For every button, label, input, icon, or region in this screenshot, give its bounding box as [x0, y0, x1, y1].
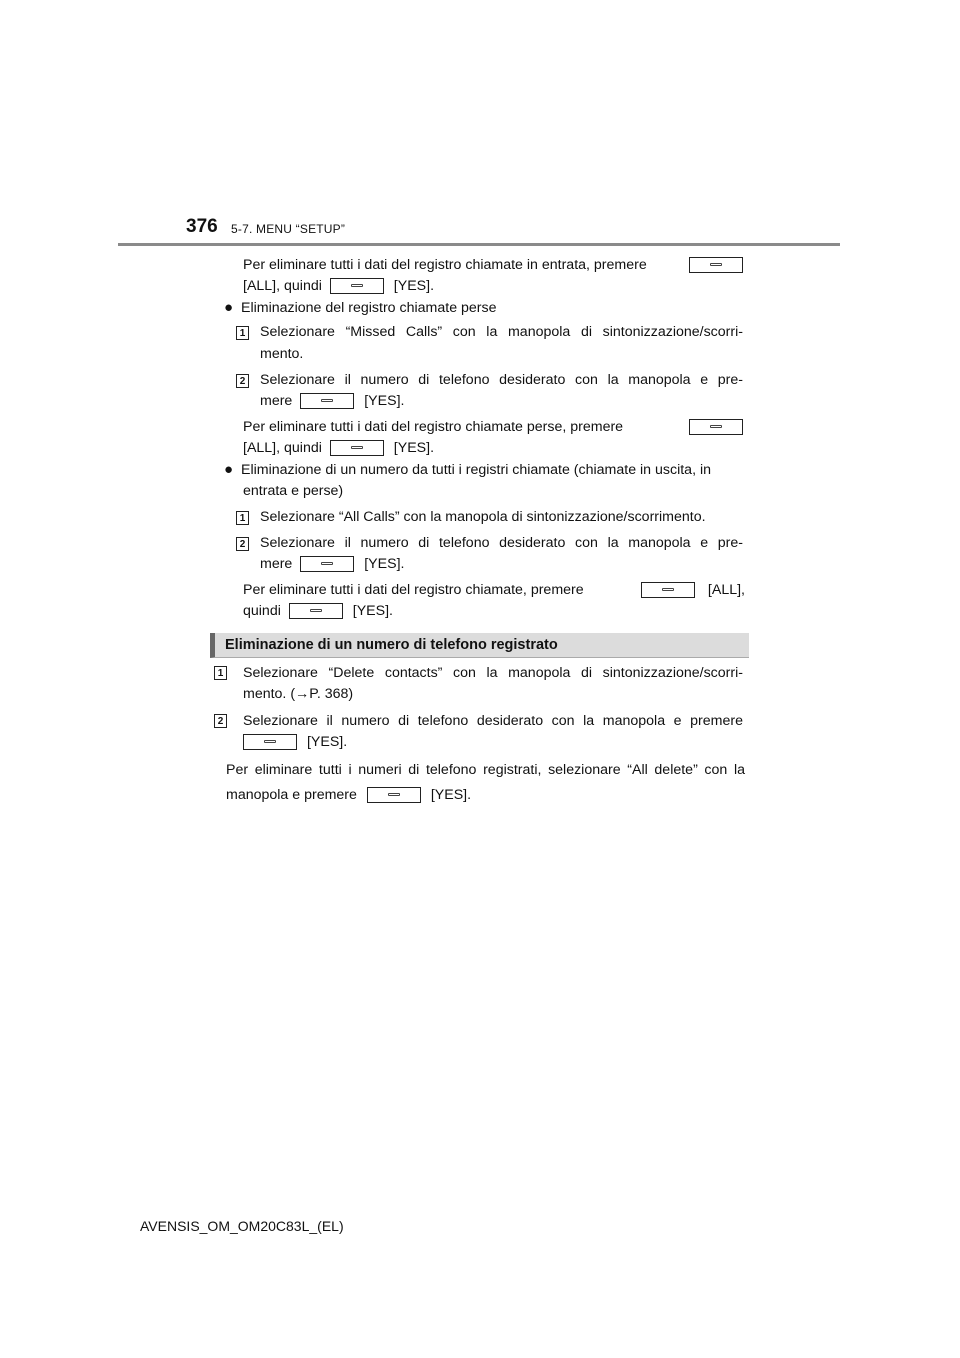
step-number-icon: 2 [214, 714, 227, 728]
yes-button-icon [300, 556, 354, 572]
text: [YES]. [306, 734, 348, 750]
text: manopola e premere [226, 787, 357, 803]
delete-button-icon [330, 440, 384, 456]
bullet-icon: ● [224, 461, 234, 478]
text: [YES]. [393, 440, 435, 456]
missed-title [224, 298, 497, 318]
reg-step2-line1: Selezionare il numero di telefono desiderato con la manopola e premere [243, 713, 743, 729]
text: Eliminazione del registro chiamate perse [241, 300, 497, 316]
incoming-all-line2 [243, 276, 434, 296]
text: [ALL], quindi [243, 440, 322, 456]
missed-step1-line2: mento. [260, 346, 304, 362]
text: [ALL], [707, 582, 745, 598]
text: Per eliminare tutti i dati del registro chiamate, premere [243, 582, 584, 598]
header-rule [118, 243, 840, 246]
text: [YES]. [393, 278, 435, 294]
incoming-all-line1 [243, 255, 743, 275]
reg-step1-line2: mento. (→P. 368) [243, 686, 354, 702]
step-number-icon: 1 [236, 511, 249, 525]
document-code: AVENSIS_OM_OM20C83L_(EL) [140, 1218, 344, 1234]
all-title-line1 [224, 460, 744, 480]
delete-button-icon [330, 278, 384, 294]
all-all-line1 [243, 580, 745, 600]
heading-text: Eliminazione di un numero di telefono registrato [225, 637, 558, 653]
all-step2-line2 [260, 554, 404, 574]
all-all-line2 [243, 601, 393, 621]
page-number: 376 [186, 216, 218, 237]
reg-all-line2 [226, 785, 471, 805]
missed-all-line1 [243, 417, 743, 437]
reg-step1-line1: Selezionare “Delete contacts” con la manopola di sintonizzazione/scorri- [243, 665, 743, 681]
text: Per eliminare tutti i dati del registro chiamate perse, premere [243, 419, 624, 435]
all-step2-line1: Selezionare il numero di telefono desiderato con la manopola e pre- [260, 535, 743, 551]
text: [YES]. [352, 603, 393, 619]
yes-button-icon [367, 787, 421, 803]
step-number-icon: 1 [214, 666, 227, 680]
missed-step2-line2 [260, 391, 404, 411]
missed-all-line2 [243, 438, 434, 458]
text: Per eliminare tutti i dati del registro chiamate in entrata, premere [243, 257, 647, 273]
reg-all-line1: Per eliminare tutti i numeri di telefono registrati, selezionare “All delete” con la [226, 762, 745, 778]
text: mere [260, 556, 293, 572]
text: quindi [243, 603, 281, 619]
text: [YES]. [430, 787, 472, 803]
text: [YES]. [364, 393, 405, 409]
missed-step1-line1: Selezionare “Missed Calls” con la manopola di sintonizzazione/scorri- [260, 324, 743, 340]
step-number-icon: 2 [236, 374, 249, 388]
section-heading [210, 633, 749, 658]
section-title: 5-7. MENU “SETUP” [231, 222, 346, 236]
delete-button-icon [641, 582, 695, 598]
reg-step2-line2 [243, 732, 347, 752]
text: Eliminazione di un numero da tutti i registri chiamate (chiamate in uscita, in [241, 462, 711, 478]
yes-button-icon [289, 603, 343, 619]
text: [YES]. [364, 556, 405, 572]
bullet-icon: ● [224, 299, 234, 316]
delete-button-icon [689, 419, 743, 435]
yes-button-icon [243, 734, 297, 750]
yes-button-icon [300, 393, 354, 409]
text: mere [260, 393, 293, 409]
delete-button-icon [689, 257, 743, 273]
missed-step2-line1: Selezionare il numero di telefono desiderato con la manopola e pre- [260, 372, 743, 388]
all-step1: Selezionare “All Calls” con la manopola di sintonizzazione/scorrimento. [260, 509, 706, 525]
step-number-icon: 2 [236, 537, 249, 551]
all-title-line2: entrata e perse) [243, 483, 344, 499]
text: [ALL], quindi [243, 278, 322, 294]
step-number-icon: 1 [236, 326, 249, 340]
